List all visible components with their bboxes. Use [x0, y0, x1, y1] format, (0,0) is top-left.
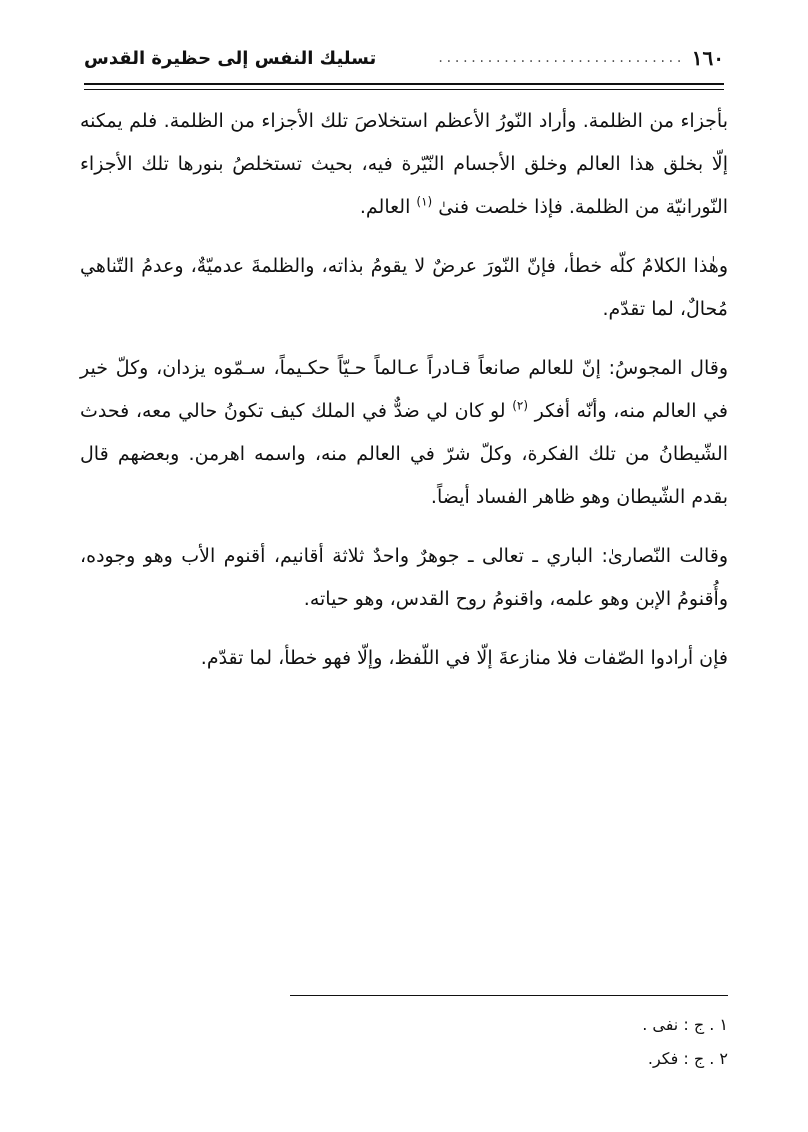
paragraph-2: وهٰذا الكلامُ كلّه خطأ، فإنّ النّورَ عرضٌ لا يقومُ بذاته، والظلمةَ عدميّةٌ، وعدمُ التّناهي مُحالٌ، لما تقدّم. — [80, 255, 728, 320]
page-number-group — [437, 46, 724, 70]
header-rule-thick — [84, 83, 724, 85]
footnote-ref-1: (١) — [416, 194, 433, 209]
paragraph-3 — [80, 347, 728, 519]
footnote-ref-2: (٢) — [512, 398, 529, 413]
footnote-2: ٢ . ج : فكر. — [647, 1049, 728, 1068]
paragraph-3-text-before: وقال المجوسُ: إنّ للعالم صانعاً قـادراً عـالماً حـيّاً حكـيماً، سـمّوه يزدان، وكلّ خير في العالم منه، وأنّه أفكر — [80, 357, 729, 422]
footnote-1: ١ . ج : نفى . — [642, 1015, 728, 1034]
paragraph-1-text-before: بأجزاء من الظلمة. وأراد النّورُ الأعظم استخلاصَ تلك الأجزاء من الظلمة. فلم يمكنه إلّا بخلق هذا العالم وخلق الأجسام النّيّرة فيه، بحيث تستخلصُ بنورها تلك الأجزاء النّورانيّة من الظلمة. فإذا خلصت فنىٰ — [80, 110, 728, 218]
page-header — [84, 38, 724, 78]
footnotes — [80, 1008, 728, 1076]
paragraph-3-text-after: لو كان لي ضدٌّ في الملك كيف تكونُ حالي معه، فحدث الشّيطانُ من تلك الفكرة، وكلّ شرّ في العالم منه، واسمه اهرمن. وبعضهم قال بقدم الشّيطان وهو ظاهر الفساد أيضاً. — [80, 400, 728, 508]
header-rule-thin — [84, 89, 724, 90]
footnote-separator — [290, 995, 728, 996]
header-dots: .............................. — [437, 51, 684, 65]
page-number: ١٦٠ — [691, 46, 724, 70]
paragraph-5: فإن أرادوا الصّفات فلا منازعةَ إلّا في اللّفظ، وإلّا فهو خطأ، لما تقدّم. — [200, 647, 728, 669]
paragraph-1-text-after: العالم. — [359, 196, 411, 218]
running-title: تسليك النفس إلى حظيرة القدس — [84, 47, 377, 69]
paragraph-4: وقالت النّصارىٰ: الباري ـ تعالى ـ جوهرٌ واحدٌ ثلاثة أقانيم، أقنوم الأب وهو وجوده، وأُقنومُ الإبن وهو علمه، واقنومُ روح القدس، وهو حياته. — [80, 545, 728, 610]
main-text — [80, 100, 728, 696]
paragraph-1 — [80, 100, 728, 229]
